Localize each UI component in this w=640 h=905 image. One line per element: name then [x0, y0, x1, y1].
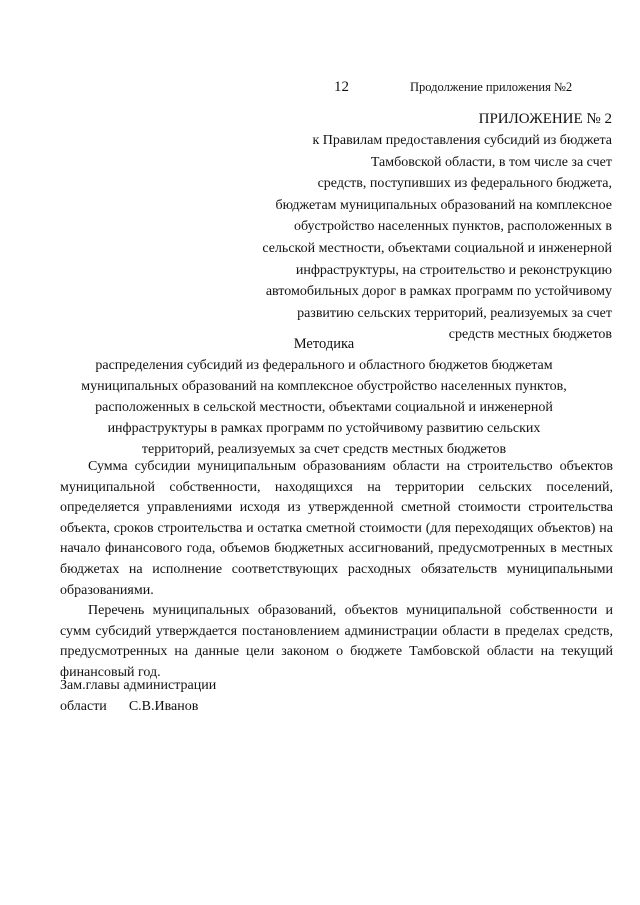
- methodology-subtitle-line: инфраструктуры в рамках программ по устойчивому развитию сельских: [107, 421, 541, 436]
- signatory-region: области: [60, 699, 107, 714]
- methodology-heading: Методика: [293, 336, 355, 352]
- appendix-line: к Правилам предоставления субсидий из бюджета: [312, 133, 612, 148]
- methodology-subtitle-line: муниципальных образований на комплексное обустройство населенных пунктов,: [81, 379, 567, 394]
- page-number: 12: [334, 79, 349, 95]
- appendix-line: средств, поступивших из федерального бюджета,: [317, 176, 612, 192]
- body-text: [60, 457, 613, 684]
- continuation-note: Продолжение приложения №2: [410, 80, 573, 94]
- methodology-subtitle-line: расположенных в сельской местности, объектами социальной и инженерной: [95, 400, 553, 415]
- appendix-line: бюджетам муниципальных образований на комплексное: [275, 197, 612, 213]
- body-paragraph: Перечень муниципальных образований, объектов муниципальной собственности и сумм субсидий утверждается постановлением администрации области в пределах средств, предусмотренных на данные цели законом о бюджете Тамбовской области на текущий финансовый год.: [60, 603, 613, 680]
- appendix-line: развитию сельских территорий, реализуемых за счет: [297, 305, 612, 321]
- signatory-name: С.В.Иванов: [128, 699, 199, 714]
- signatory-line: [60, 696, 216, 717]
- appendix-line: средств местных бюджетов: [448, 327, 612, 343]
- appendix-line: сельской местности, объектами социальной и инженерной: [262, 240, 612, 256]
- appendix-line: инфраструктуры, на строительство и реконструкцию: [295, 262, 612, 278]
- appendix-line: автомобильных дорог в рамках программ по устойчивому: [265, 284, 612, 300]
- methodology-title-block: [60, 334, 588, 460]
- appendix-line: Тамбовской области, в том числе за счет: [370, 154, 612, 170]
- methodology-subtitle-line: распределения субсидий из федерального и областного бюджетов бюджетам: [95, 358, 553, 373]
- signature-block: [60, 675, 216, 717]
- appendix-reference: [262, 108, 612, 346]
- methodology-subtitle-line: территорий, реализуемых за счет средств местных бюджетов: [141, 442, 507, 457]
- appendix-title: ПРИЛОЖЕНИЕ № 2: [478, 111, 612, 127]
- signatory-position: Зам.главы администрации: [60, 678, 217, 693]
- appendix-line: обустройство населенных пунктов, расположенных в: [293, 219, 612, 235]
- body-paragraph: Сумма субсидии муниципальным образованиям области на строительство объектов муниципальной собственности, находящихся на территории сельских поселений, определяется управлениями исходя из утвержденной сметной стоимости строительства объекта, сроков строительства и остатка сметной стоимости (для переходящих объектов) на начало финансового года, объемов бюджетных ассигнований, предусмотренных в местных бюджетах на исполнение соответствующих расходных обязательств муниципальными образованиями.: [60, 459, 613, 598]
